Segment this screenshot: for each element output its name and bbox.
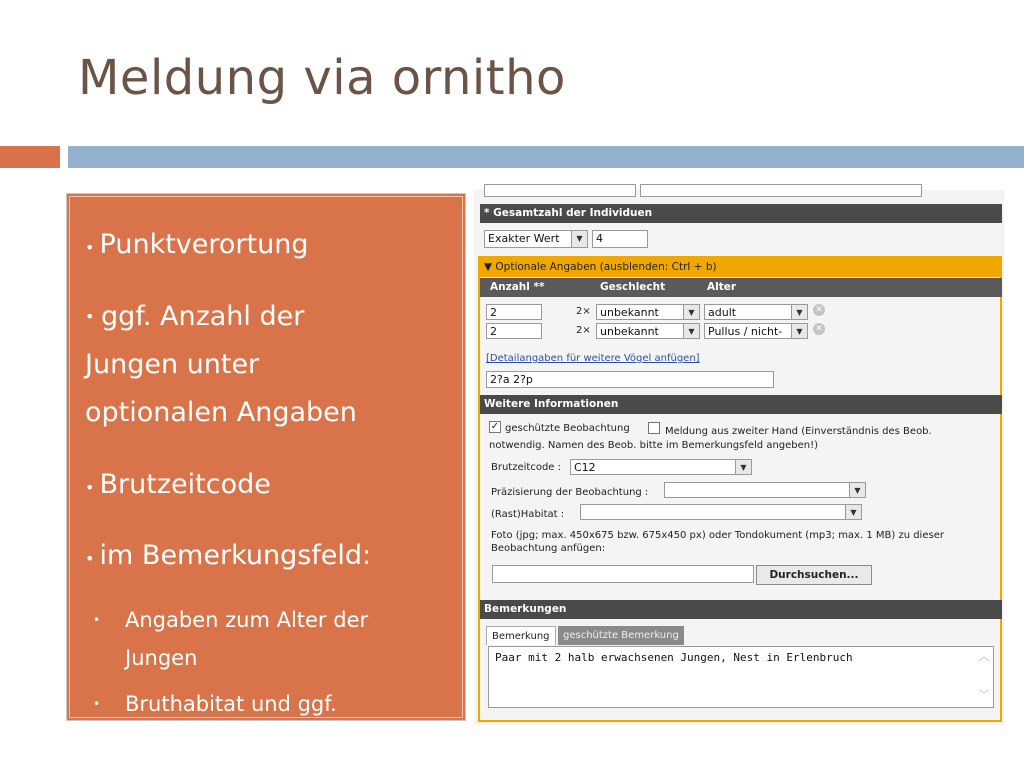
col-age: Alter — [707, 281, 737, 293]
col-sex: Geschlecht — [600, 281, 666, 293]
chevron-down-icon: ▼ — [683, 324, 699, 338]
photo-text-cont: Beobachtung anfügen: — [491, 543, 606, 554]
scroll-down-icon[interactable]: ﹀ — [979, 690, 989, 701]
protected-label: geschützte Beobachtung — [505, 423, 630, 434]
breeding-code-select[interactable]: C12 ▼ — [570, 459, 752, 475]
col-count: Anzahl ** — [490, 281, 545, 293]
slide-title: Meldung via ornitho — [78, 50, 566, 106]
chevron-down-icon: ▼ — [571, 231, 587, 247]
scroll-up-icon[interactable]: ︿ — [979, 652, 989, 663]
file-input[interactable] — [492, 565, 754, 583]
bullet-dot: • — [93, 697, 101, 711]
multiplier-label: 2× — [576, 306, 591, 317]
bullet-item: • im Bemerkungsfeld: — [85, 540, 372, 571]
tab-protected-remark[interactable]: geschützte Bemerkung — [558, 626, 684, 645]
checkbox-icon[interactable] — [648, 422, 660, 434]
more-info-header: Weitere Informationen — [480, 395, 1002, 414]
chevron-down-icon: ▼ — [683, 305, 699, 319]
accent-bar-orange — [0, 146, 60, 168]
checkbox-checked-icon[interactable]: ✓ — [490, 421, 500, 432]
count-input[interactable]: 2 — [486, 323, 542, 339]
age-select[interactable]: Pullus / nicht- ▼ — [704, 323, 808, 339]
remarks-textarea[interactable]: Paar mit 2 halb erwachsenen Jungen, Nest in Erlenbruch ︿ ﹀ — [488, 646, 994, 708]
chevron-down-icon: ▼ — [791, 324, 807, 338]
chevron-down-icon: ▼ — [845, 505, 861, 519]
detail-link[interactable]: [Detailangaben für weitere Vögel anfügen] — [486, 353, 700, 364]
breeding-code-label: Brutzeitcode : — [491, 462, 561, 473]
sub-bullet-item — [93, 601, 455, 677]
bullet-item: • Punktverortung — [85, 229, 309, 260]
total-type-select[interactable]: Exakter Wert ▼ — [484, 230, 588, 248]
chevron-down-icon: ▼ — [849, 483, 865, 497]
chevron-down-icon: ▼ — [791, 305, 807, 319]
browse-button[interactable]: Durchsuchen... — [756, 565, 872, 585]
bullet-dot: • — [93, 613, 101, 627]
precision-select[interactable] — [664, 482, 866, 498]
habitat-select[interactable] — [580, 504, 862, 520]
age-select[interactable]: adult ▼ — [704, 304, 808, 320]
bullet-dot: • — [85, 307, 95, 326]
count-input[interactable]: 2 — [486, 304, 542, 320]
bullet-item: • Brutzeitcode — [85, 469, 271, 500]
sub-bullet-item: • Bruthabitat und ggf. — [125, 685, 337, 723]
second-hand-label-cont: notwendig. Namen des Beob. bitte im Bemerkungsfeld angeben!) — [489, 440, 819, 451]
bullet-box — [66, 193, 466, 721]
bullet-item — [85, 293, 455, 437]
bullet-line: Angaben zum Alter der — [125, 608, 369, 632]
ornitho-form-screenshot — [474, 190, 1004, 725]
cut-field — [484, 184, 636, 197]
photo-text: Foto (jpg; max. 450x675 bzw. 675x450 px) oder Tondokument (mp3; max. 1 MB) zu dieser — [491, 530, 944, 541]
sex-select[interactable]: unbekannt ▼ — [596, 304, 700, 320]
bullet-dot: • — [85, 238, 100, 257]
bullet-line: optionalen Angaben — [85, 397, 357, 428]
accent-bar-blue — [68, 146, 1024, 168]
cut-field — [640, 184, 922, 197]
detail-input[interactable]: 2?a 2?p — [486, 371, 774, 388]
precision-label: Präzisierung der Beobachtung : — [491, 487, 649, 498]
second-hand-label: Meldung aus zweiter Hand (Einverständnis des Beob. — [665, 426, 932, 437]
sex-select[interactable]: unbekannt ▼ — [596, 323, 700, 339]
optional-header[interactable]: ▼ Optionale Angaben (ausblenden: Ctrl + b) — [480, 258, 1002, 277]
habitat-label: (Rast)Habitat : — [491, 509, 565, 520]
tab-remark[interactable]: Bemerkung — [486, 626, 556, 645]
multiplier-label: 2× — [576, 325, 591, 336]
remarks-header: Bemerkungen — [480, 600, 1002, 619]
total-header: * Gesamtzahl der Individuen — [480, 204, 1002, 223]
chevron-down-icon: ▼ — [735, 460, 751, 474]
bullet-line: Jungen — [125, 646, 198, 670]
remove-icon[interactable]: ✕ — [813, 304, 825, 316]
total-value-input[interactable]: 4 — [592, 230, 648, 248]
bullet-line: Jungen unter — [85, 349, 260, 380]
optional-table-header — [480, 278, 1002, 297]
remove-icon[interactable]: ✕ — [813, 323, 825, 335]
bullet-line: ggf. Anzahl der — [101, 301, 305, 332]
